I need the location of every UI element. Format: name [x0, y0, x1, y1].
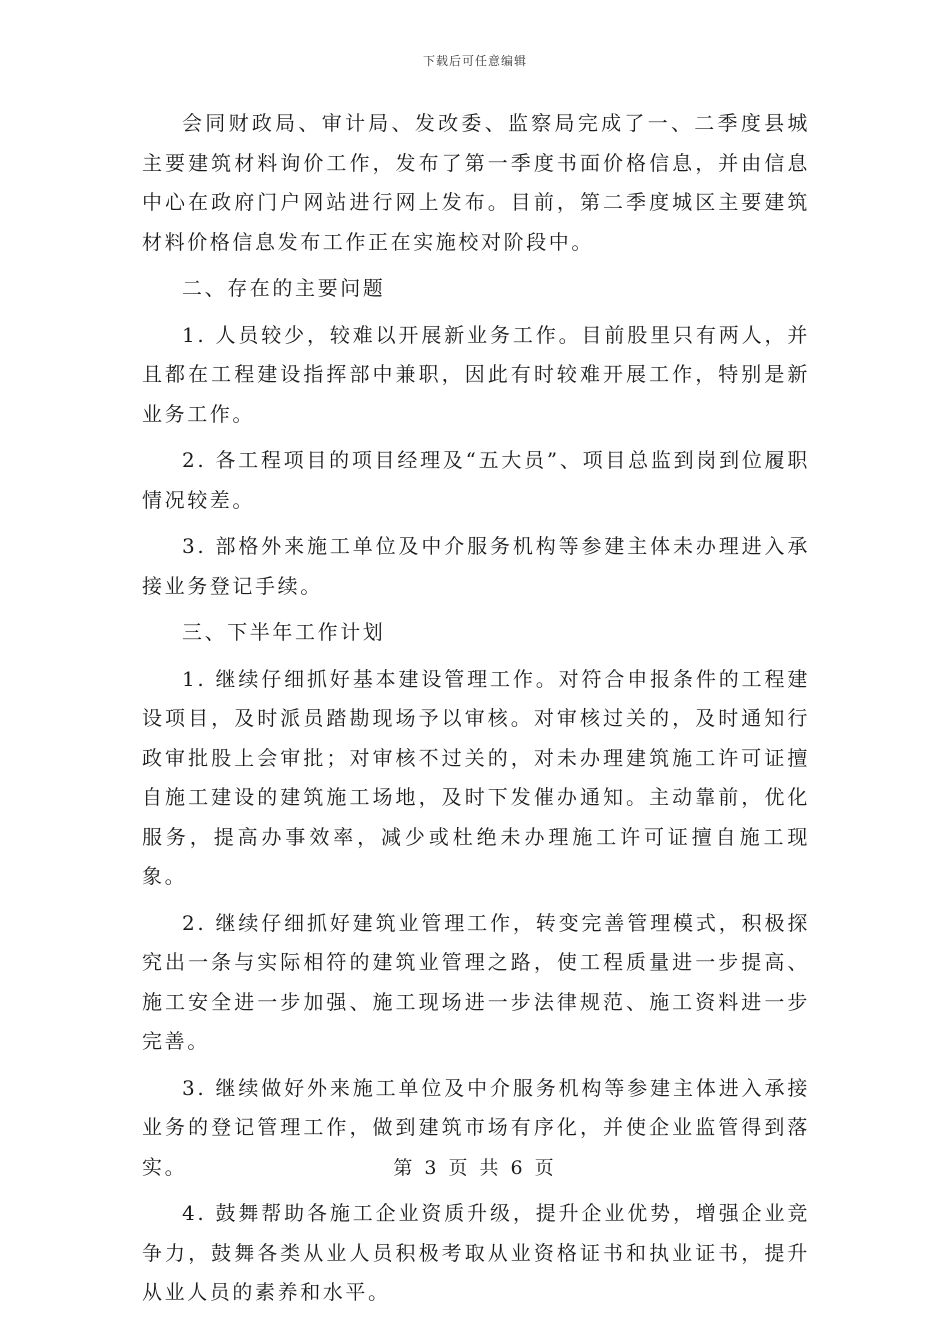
paragraph-problem-3: 3. 部格外来施工单位及中介服务机构等参建主体未办理进入承接业务登记手续。: [142, 534, 810, 598]
paragraph-plan-2: 2. 继续仔细抓好建筑业管理工作，转变完善管理模式，积极探究出一条与实际相符的建筑业管理之路，使工程质量进一步提高、施工安全进一步加强、施工现场进一步法律规范、施工资料进一步完善。: [142, 910, 810, 1053]
section-heading-plan: 三、下半年工作计划: [182, 620, 386, 644]
paragraph-problem-2: 2. 各工程项目的项目经理及“五大员”、项目总监到岗到位履职情况较差。: [142, 448, 810, 512]
paragraph-plan-4: 4. 鼓舞帮助各施工企业资质升级，提升企业优势，增强企业竞争力，鼓舞各类从业人员积极考取从业资格证书和执业证书，提升从业人员的素养和水平。: [142, 1201, 810, 1304]
paragraph-plan-3: 3. 继续做好外来施工单位及中介服务机构等参建主体进入承接业务的登记管理工作，做到建筑市场有序化，并使企业监管得到落实。: [142, 1075, 810, 1179]
paragraph-problem-1: 1. 人员较少，较难以开展新业务工作。目前股里只有两人，并且都在工程建设指挥部中兼职，因此有时较难开展工作，特别是新业务工作。: [142, 322, 810, 426]
page-number: 第 3 页 共 6 页: [393, 1157, 557, 1179]
section-heading-problems: 二、存在的主要问题: [182, 276, 386, 300]
paragraph-price-info: 会同财政局、审计局、发改委、监察局完成了一、二季度县城主要建筑材料询价工作，发布了第一季度书面价格信息，并由信息中心在政府门户网站进行网上发布。目前，第二季度城区主要建筑材料价格信息发布工作正在实施校对阶段中。: [142, 111, 810, 254]
paragraph-plan-1: 1. 继续仔细抓好基本建设管理工作。对符合申报条件的工程建设项目，及时派员踏勘现场予以审核。对审核过关的，及时通知行政审批股上会审批；对审核不过关的，对未办理建筑施工许可证擅自施工建设的建筑施工场地，及时下发催办通知。主动靠前，优化服务，提高办事效率，减少或杜绝未办理施工许可证擅自施工现象。: [142, 666, 810, 888]
page-header: 下载后可任意编辑: [422, 54, 527, 68]
document-body: [142, 104, 810, 1320]
